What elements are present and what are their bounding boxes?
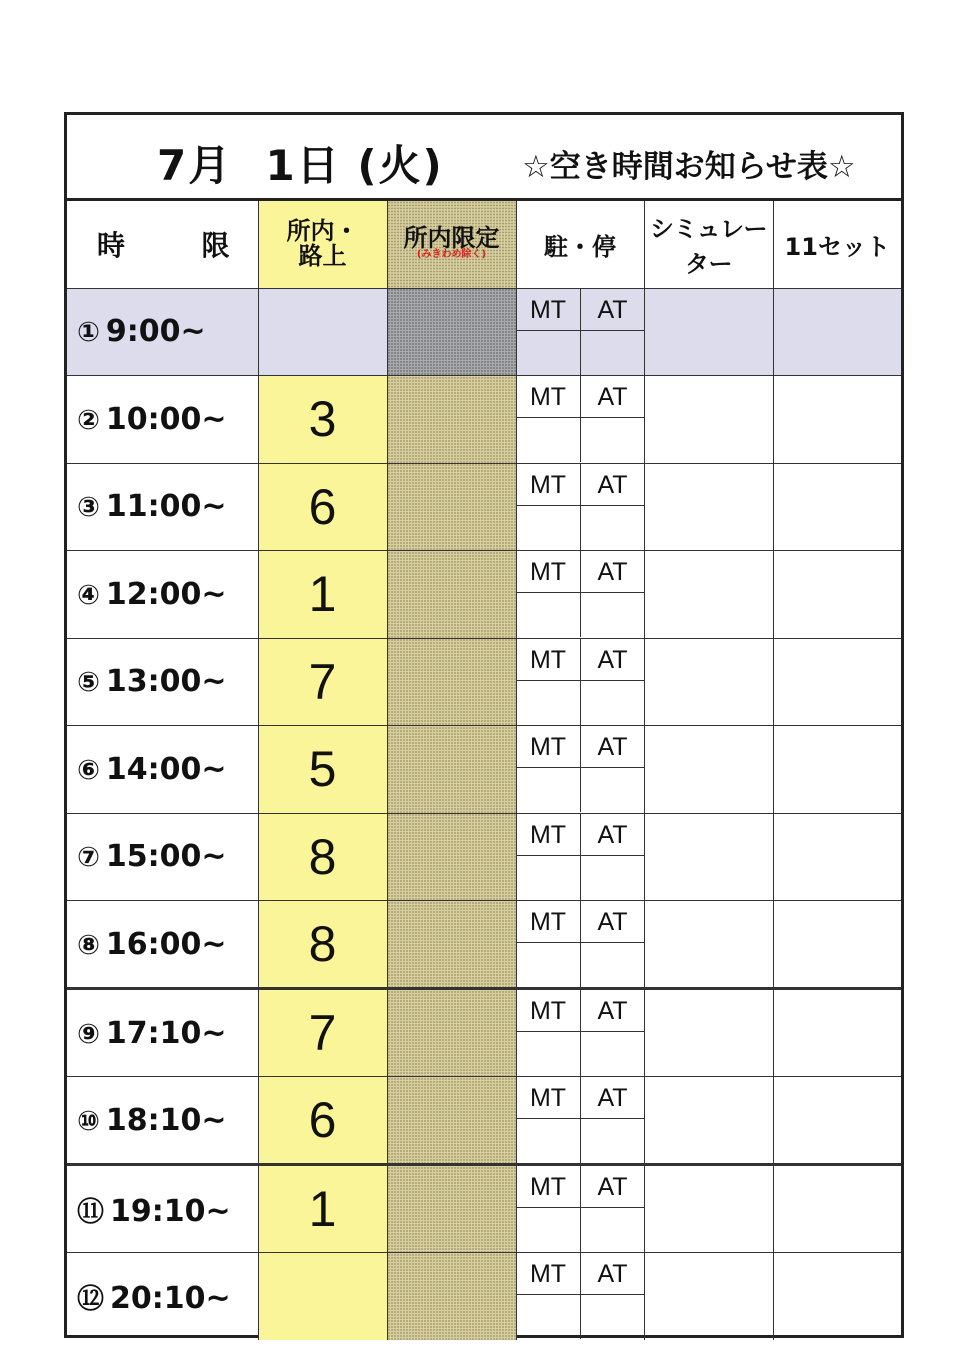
at-label: AT <box>581 464 645 506</box>
at-value <box>581 681 645 725</box>
eleven-set-cell <box>773 463 901 551</box>
title-text: ☆空き時間お知らせ表☆ <box>522 149 856 185</box>
period-time: 16:00~ <box>105 926 227 962</box>
period-cell <box>67 463 258 551</box>
at-value <box>581 593 645 637</box>
mt-value <box>517 856 581 900</box>
mt-value <box>517 418 581 462</box>
limited-cell <box>387 1165 516 1253</box>
period-number: ⑥ <box>77 754 100 786</box>
onroad-count: 8 <box>258 901 387 989</box>
at-label: AT <box>581 551 645 593</box>
header-period-char-2: 限 <box>201 229 230 263</box>
table-row <box>67 1077 901 1165</box>
period-cell <box>67 813 258 901</box>
parking-cell <box>516 1165 644 1253</box>
simulator-cell <box>644 726 773 814</box>
limited-cell <box>387 901 516 989</box>
at-value <box>581 856 645 900</box>
onroad-count <box>258 288 387 376</box>
onroad-count: 1 <box>258 1165 387 1253</box>
eleven-set-cell <box>773 989 901 1077</box>
onroad-count: 7 <box>258 638 387 726</box>
period-number: ⑫ <box>77 1284 104 1315</box>
table-row <box>67 376 901 464</box>
limited-cell <box>387 638 516 726</box>
at-value <box>581 1208 645 1252</box>
at-value <box>581 1295 645 1339</box>
period-number: ⑧ <box>77 929 100 961</box>
mt-label: MT <box>517 1166 581 1208</box>
eleven-set-cell <box>773 376 901 464</box>
simulator-cell <box>644 1253 773 1341</box>
table-row <box>67 901 901 989</box>
table-row <box>67 726 901 814</box>
mt-value <box>517 768 581 812</box>
mt-value <box>517 1032 581 1076</box>
parking-cell <box>516 726 644 814</box>
eleven-set-cell <box>773 638 901 726</box>
period-number: ⑪ <box>77 1196 104 1228</box>
mt-label: MT <box>517 990 581 1032</box>
title-date: 7月 1日 (火) <box>157 141 444 190</box>
eleven-set-cell <box>773 1253 901 1341</box>
parking-cell <box>516 1077 644 1165</box>
at-value <box>581 943 645 987</box>
mt-label: MT <box>517 726 581 768</box>
eleven-set-cell <box>773 726 901 814</box>
mt-label: MT <box>517 289 581 331</box>
period-cell <box>67 551 258 639</box>
simulator-cell <box>644 376 773 464</box>
simulator-cell <box>644 1077 773 1165</box>
header-period <box>67 201 258 288</box>
table-row <box>67 638 901 726</box>
header-limited <box>387 201 516 288</box>
title-row <box>67 115 901 201</box>
mt-value <box>517 331 581 375</box>
period-cell <box>67 1165 258 1253</box>
period-time: 18:10~ <box>105 1102 227 1138</box>
period-number: ② <box>77 404 100 436</box>
simulator-cell <box>644 638 773 726</box>
schedule-table <box>67 201 901 1340</box>
eleven-set-cell <box>773 901 901 989</box>
limited-cell <box>387 463 516 551</box>
at-label: AT <box>581 990 645 1032</box>
period-number: ⑦ <box>77 842 100 874</box>
mt-label: MT <box>517 901 581 943</box>
table-row <box>67 288 901 376</box>
mt-value <box>517 1119 581 1163</box>
at-label: AT <box>581 376 645 418</box>
header-onroad-line-1: 所内・ <box>286 217 359 246</box>
period-time: 10:00~ <box>105 401 227 437</box>
header-period-char-1: 時 <box>97 229 126 263</box>
limited-cell <box>387 726 516 814</box>
at-value <box>581 768 645 812</box>
parking-cell <box>516 288 644 376</box>
simulator-cell <box>644 813 773 901</box>
at-label: AT <box>581 901 645 943</box>
limited-cell <box>387 551 516 639</box>
period-time: 19:10~ <box>110 1193 231 1229</box>
table-row <box>67 1165 901 1253</box>
at-label: AT <box>581 1166 645 1208</box>
period-cell <box>67 989 258 1077</box>
header-eleven-set: 11セット <box>773 201 901 288</box>
period-time: 20:10~ <box>110 1281 231 1316</box>
period-number: ⑨ <box>77 1018 100 1050</box>
period-cell <box>67 376 258 464</box>
period-number: ④ <box>77 579 100 611</box>
table-row <box>67 1253 901 1341</box>
availability-sheet <box>64 112 904 1338</box>
simulator-cell <box>644 1165 773 1253</box>
mt-label: MT <box>517 1077 581 1119</box>
at-value <box>581 331 645 375</box>
onroad-count: 6 <box>258 1077 387 1165</box>
at-label: AT <box>581 1253 645 1295</box>
eleven-set-cell <box>773 1165 901 1253</box>
limited-cell <box>387 813 516 901</box>
limited-cell <box>387 1077 516 1165</box>
mt-label: MT <box>517 1253 581 1295</box>
mt-label: MT <box>517 551 581 593</box>
onroad-count: 1 <box>258 551 387 639</box>
period-time: 11:00~ <box>105 489 227 525</box>
period-cell <box>67 638 258 726</box>
period-cell <box>67 901 258 989</box>
parking-cell <box>516 1253 644 1341</box>
mt-label: MT <box>517 814 581 856</box>
period-number: ① <box>77 317 100 349</box>
parking-cell <box>516 901 644 989</box>
mt-label: MT <box>517 376 581 418</box>
mt-value <box>517 1208 581 1252</box>
limited-cell <box>387 376 516 464</box>
mt-value <box>517 506 581 550</box>
simulator-cell <box>644 288 773 376</box>
parking-cell <box>516 551 644 639</box>
simulator-cell <box>644 463 773 551</box>
eleven-set-cell <box>773 813 901 901</box>
period-time: 15:00~ <box>105 839 227 875</box>
at-value <box>581 506 645 550</box>
period-cell <box>67 726 258 814</box>
period-number: ⑤ <box>77 667 100 699</box>
limited-cell <box>387 1253 516 1341</box>
at-value <box>581 1119 645 1163</box>
header-simulator: シミュレーター <box>644 201 773 288</box>
header-parking: 駐・停 <box>516 201 644 288</box>
parking-cell <box>516 638 644 726</box>
period-time: 13:00~ <box>105 664 227 700</box>
eleven-set-cell <box>773 288 901 376</box>
table-row <box>67 989 901 1077</box>
onroad-count: 5 <box>258 726 387 814</box>
header-limited-note: (みきわめ除く) <box>416 249 487 261</box>
table-row <box>67 813 901 901</box>
onroad-count <box>258 1253 387 1341</box>
at-label: AT <box>581 814 645 856</box>
period-number: ③ <box>77 492 100 524</box>
period-time: 17:10~ <box>105 1015 227 1051</box>
onroad-count: 6 <box>258 463 387 551</box>
parking-cell <box>516 463 644 551</box>
at-label: AT <box>581 289 645 331</box>
period-cell <box>67 1253 258 1341</box>
mt-value <box>517 593 581 637</box>
eleven-set-cell <box>773 1077 901 1165</box>
at-label: AT <box>581 726 645 768</box>
period-time: 9:00~ <box>105 314 206 350</box>
schedule-rows <box>67 288 901 1340</box>
mt-value <box>517 681 581 725</box>
header-onroad <box>258 201 387 288</box>
simulator-cell <box>644 901 773 989</box>
limited-cell <box>387 989 516 1077</box>
period-time: 14:00~ <box>105 751 227 787</box>
mt-value <box>517 1295 581 1339</box>
parking-cell <box>516 989 644 1077</box>
at-label: AT <box>581 639 645 681</box>
mt-label: MT <box>517 464 581 506</box>
table-row <box>67 551 901 639</box>
parking-cell <box>516 813 644 901</box>
eleven-set-cell <box>773 551 901 639</box>
period-number: ⑩ <box>77 1105 100 1137</box>
at-value <box>581 418 645 462</box>
parking-cell <box>516 376 644 464</box>
at-label: AT <box>581 1077 645 1119</box>
header-limited-label: 所内限定 <box>403 224 500 253</box>
period-cell <box>67 1077 258 1165</box>
simulator-cell <box>644 989 773 1077</box>
header-onroad-line-2: 路上 <box>298 242 347 271</box>
onroad-count: 3 <box>258 376 387 464</box>
onroad-count: 7 <box>258 989 387 1077</box>
mt-label: MT <box>517 639 581 681</box>
onroad-count: 8 <box>258 813 387 901</box>
mt-value <box>517 943 581 987</box>
period-cell <box>67 288 258 376</box>
at-value <box>581 1032 645 1076</box>
table-row <box>67 463 901 551</box>
simulator-cell <box>644 551 773 639</box>
period-time: 12:00~ <box>105 576 227 612</box>
limited-cell <box>387 288 516 376</box>
